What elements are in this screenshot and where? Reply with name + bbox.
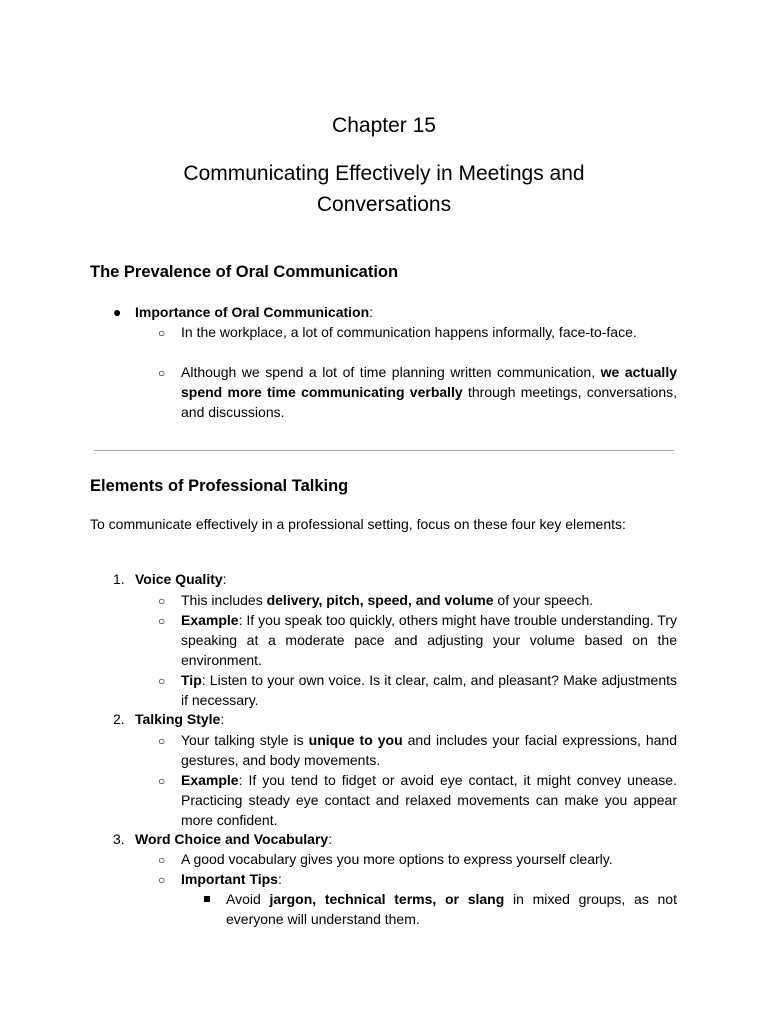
- bold-run: Important Tips: [181, 871, 278, 887]
- subbullet-unique-style: [181, 730, 677, 770]
- text-run: : Listen to your own voice. Is it clear, calm, and pleasant? Make adjustments if necessary.: [181, 672, 677, 708]
- list-item-label: Word Choice and Vocabulary: [135, 831, 329, 847]
- list-item-talking-style: [135, 709, 675, 729]
- bold-run: Example: [181, 772, 239, 788]
- list-item-label: Talking Style: [135, 711, 221, 727]
- subbullet-written-vs-verbal: [181, 362, 677, 422]
- hollow-circle-icon: ○: [158, 873, 166, 887]
- chapter-title-line1: Communicating Effectively in Meetings and: [183, 162, 585, 185]
- section-heading-professional-talking: Elements of Professional Talking: [90, 477, 349, 495]
- subbullet-example-speed: [181, 610, 677, 670]
- bullet-label: Importance of Oral Communication: [135, 304, 370, 320]
- bold-run: Tip: [181, 672, 202, 688]
- text-run: : If you tend to fidget or avoid eye contact, it might convey unease. Practicing steady eye contact and relaxed movements can make you appear more confident.: [181, 772, 677, 828]
- horizontal-divider: [94, 450, 674, 451]
- text-run: Avoid: [226, 891, 270, 907]
- chapter-label: Chapter 15: [332, 114, 436, 137]
- subbullet-workplace: In the workplace, a lot of communication happens informally, face-to-face.: [181, 324, 637, 340]
- bold-run: we actually spend more time communicating verbally: [181, 364, 677, 400]
- text-run: in mixed groups, as not everyone will understand them.: [226, 891, 677, 927]
- list-item-word-choice: [135, 829, 675, 849]
- text-run: of your speech.: [493, 592, 594, 608]
- hollow-circle-icon: ○: [158, 614, 166, 628]
- text-run: : If you speak too quickly, others might have trouble understanding. Try speaking at a moderate pace and adjusting your volume based on the environment.: [181, 612, 677, 668]
- text-run: and includes your facial expressions, hand gestures, and body movements.: [181, 732, 678, 768]
- square-bullet-icon: [204, 896, 210, 902]
- hollow-circle-icon: ○: [158, 774, 166, 788]
- intro-paragraph: To communicate effectively in a professional setting, focus on these four key elements:: [90, 516, 626, 532]
- hollow-circle-icon: ○: [158, 674, 166, 688]
- hollow-circle-icon: ○: [158, 326, 166, 340]
- hollow-circle-icon: ○: [158, 734, 166, 748]
- text-run: through meetings, conversations, and discussions.: [181, 384, 678, 420]
- hollow-circle-icon: ○: [158, 594, 166, 608]
- chapter-title-line2: Conversations: [316, 193, 452, 216]
- subbullet-delivery: [181, 590, 677, 610]
- text-run: Your talking style is: [181, 732, 309, 748]
- hollow-circle-icon: ○: [158, 853, 166, 867]
- list-item-label: Voice Quality: [135, 571, 223, 587]
- colon: :: [328, 831, 333, 847]
- bullet-dot-icon: ●: [113, 304, 122, 320]
- list-number: 1.: [113, 571, 125, 587]
- colon: :: [222, 571, 227, 587]
- tertiary-bullet-avoid-jargon: [226, 889, 677, 929]
- list-number: 2.: [113, 711, 125, 727]
- colon: :: [277, 871, 282, 887]
- section-heading-oral-communication: The Prevalence of Oral Communication: [90, 263, 399, 281]
- list-item-voice-quality: [135, 569, 675, 589]
- subbullet-tip-voice: [181, 670, 677, 710]
- hollow-circle-icon: ○: [158, 366, 166, 380]
- bold-run: unique to you: [308, 732, 403, 748]
- subbullet-example-eye-contact: [181, 770, 677, 830]
- subbullet-important-tips: [181, 869, 677, 889]
- text-run: This includes: [181, 592, 267, 608]
- bullet-importance: [135, 302, 675, 322]
- list-number: 3.: [113, 831, 125, 847]
- bold-run: delivery, pitch, speed, and volume: [266, 592, 494, 608]
- bold-run: jargon, technical terms, or slang: [269, 891, 505, 907]
- colon: :: [220, 711, 225, 727]
- bold-run: Example: [181, 612, 239, 628]
- text-run: Although we spend a lot of time planning written communication,: [181, 364, 601, 380]
- colon: :: [369, 304, 374, 320]
- subbullet-vocabulary: A good vocabulary gives you more options to express yourself clearly.: [181, 851, 613, 867]
